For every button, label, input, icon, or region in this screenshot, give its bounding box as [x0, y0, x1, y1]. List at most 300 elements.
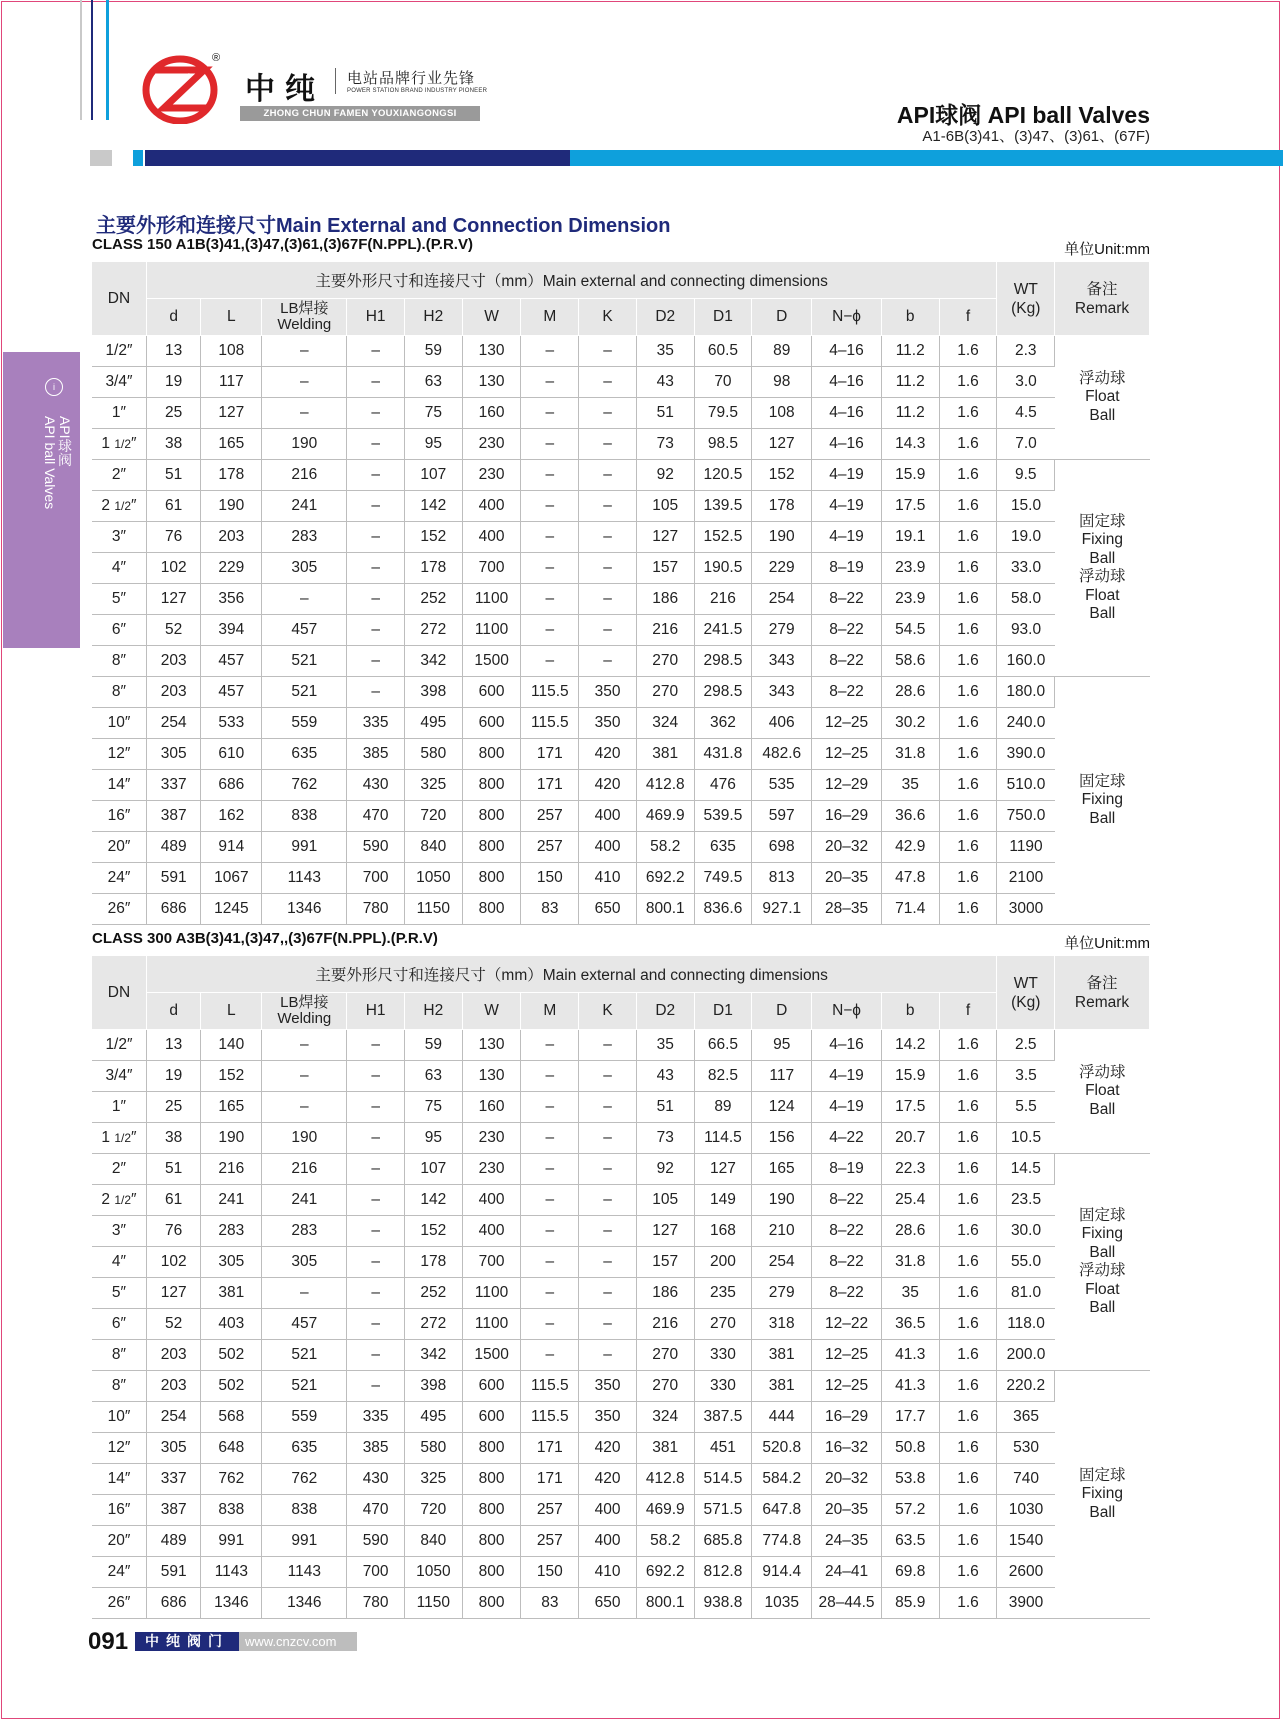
table-cell: 648	[201, 1433, 262, 1464]
table-cell: 31.8	[881, 1247, 939, 1278]
table-cell: 400	[462, 1185, 521, 1216]
cell-dn: 20″	[92, 1526, 146, 1557]
table-cell: 1150	[404, 1588, 462, 1619]
table-cell: 8–22	[812, 1185, 882, 1216]
table-row	[92, 491, 1150, 522]
header-bar-dot	[133, 150, 143, 166]
table-cell: 482.6	[752, 739, 812, 770]
table-cell: 139.5	[694, 491, 752, 522]
table-cell: 1.6	[939, 1371, 997, 1402]
table-cell: 812.8	[694, 1557, 752, 1588]
table-cell: 539.5	[694, 801, 752, 832]
table-cell: 914.4	[752, 1557, 812, 1588]
table-cell: 130	[462, 367, 521, 398]
brand-bar: ZHONG CHUN FAMEN YOUXIANGONGSI	[240, 106, 480, 121]
table-cell: 400	[579, 1495, 637, 1526]
table-cell: 610	[201, 739, 262, 770]
table-cell: 3900	[997, 1588, 1055, 1619]
table-row	[92, 1061, 1150, 1092]
table-cell: 42.9	[881, 832, 939, 863]
table-cell: 1.6	[939, 801, 997, 832]
col-header-4: H2	[404, 299, 462, 336]
table-cell: 1245	[201, 894, 262, 925]
dimension-table-class-300	[92, 956, 1150, 1619]
table-cell: 70	[694, 367, 752, 398]
cell-dn: 1 1/2″	[92, 1123, 146, 1154]
footer-url: www.cnzcv.com	[239, 1632, 357, 1651]
table-cell: 559	[262, 708, 347, 739]
table-cell: 203	[146, 1371, 200, 1402]
cell-dn: 3/4″	[92, 367, 146, 398]
table-cell: 298.5	[694, 677, 752, 708]
table-cell: –	[347, 1123, 405, 1154]
table-cell: –	[347, 1371, 405, 1402]
table-cell: –	[347, 553, 405, 584]
table-cell: 93.0	[997, 615, 1055, 646]
table-cell: 270	[636, 646, 694, 677]
cell-dn: 3/4″	[92, 1061, 146, 1092]
table-cell: 24–35	[812, 1526, 882, 1557]
table-cell: 240.0	[997, 708, 1055, 739]
table-cell: 584.2	[752, 1464, 812, 1495]
table-cell: 692.2	[636, 863, 694, 894]
table-cell: 108	[201, 336, 262, 367]
cell-dn: 8″	[92, 1371, 146, 1402]
page-subtitle: A1-6B(3)41、(3)47、(3)61、(67F)	[922, 128, 1150, 145]
table-cell: 510.0	[997, 770, 1055, 801]
table-cell: 3.5	[997, 1061, 1055, 1092]
table-cell: 590	[347, 832, 405, 863]
table-cell: 1100	[462, 1278, 521, 1309]
table-cell: 430	[347, 1464, 405, 1495]
dimension-table-class-150	[92, 262, 1150, 925]
cell-dn: 5″	[92, 1278, 146, 1309]
table-cell: 152	[201, 1061, 262, 1092]
table-cell: –	[579, 367, 637, 398]
cell-dn: 1″	[92, 398, 146, 429]
table-row	[92, 1216, 1150, 1247]
table-cell: 20–35	[812, 1495, 882, 1526]
table-cell: 991	[201, 1526, 262, 1557]
table-row	[92, 1309, 1150, 1340]
table-cell: 412.8	[636, 770, 694, 801]
section-heading: 主要外形和连接尺寸Main External and Connection Dimension	[96, 215, 671, 237]
table-row	[92, 615, 1150, 646]
col-header-2: LB焊接 Welding	[262, 993, 347, 1030]
table-cell: 283	[262, 522, 347, 553]
table-cell: 124	[752, 1092, 812, 1123]
cell-dn: 16″	[92, 801, 146, 832]
table-cell: 686	[146, 894, 200, 925]
table-cell: 216	[636, 1309, 694, 1340]
table-cell: 400	[579, 1526, 637, 1557]
table-cell: –	[579, 553, 637, 584]
table-cell: 1.6	[939, 398, 997, 429]
table-cell: –	[347, 1216, 405, 1247]
table-cell: 127	[146, 1278, 200, 1309]
table-cell: 927.1	[752, 894, 812, 925]
table-cell: 385	[347, 1433, 405, 1464]
unit-label: 单位Unit:mm	[1064, 935, 1150, 952]
table-cell: 63	[404, 367, 462, 398]
table-cell: 98.5	[694, 429, 752, 460]
table-cell: 5.5	[997, 1092, 1055, 1123]
table-cell: 800	[462, 739, 521, 770]
table-cell: 81.0	[997, 1278, 1055, 1309]
table-cell: –	[579, 646, 637, 677]
table-cell: 4–16	[812, 367, 882, 398]
table-cell: 252	[404, 1278, 462, 1309]
table-cell: 115.5	[521, 1371, 579, 1402]
table-cell: 4–16	[812, 429, 882, 460]
table-cell: 1.6	[939, 894, 997, 925]
table-cell: –	[579, 1309, 637, 1340]
table-cell: 1.6	[939, 584, 997, 615]
table-cell: 2.3	[997, 336, 1055, 367]
table-row	[92, 863, 1150, 894]
table-cell: 279	[752, 1278, 812, 1309]
table-cell: 76	[146, 522, 200, 553]
cell-dn: 6″	[92, 1309, 146, 1340]
cell-dn: 12″	[92, 739, 146, 770]
table-cell: 152	[404, 522, 462, 553]
table-cell: 635	[262, 739, 347, 770]
table-cell: 8–22	[812, 1278, 882, 1309]
table-cell: 186	[636, 1278, 694, 1309]
table-cell: –	[347, 522, 405, 553]
table-cell: 330	[694, 1371, 752, 1402]
table-cell: 750.0	[997, 801, 1055, 832]
table-row	[92, 1185, 1150, 1216]
table-cell: 398	[404, 1371, 462, 1402]
table-cell: 700	[462, 553, 521, 584]
table-cell: 127	[694, 1154, 752, 1185]
table-cell: 591	[146, 1557, 200, 1588]
table-cell: 63	[404, 1061, 462, 1092]
table-cell: 800	[462, 1557, 521, 1588]
table-cell: 12–25	[812, 1371, 882, 1402]
table-cell: 1.6	[939, 429, 997, 460]
table-cell: 203	[146, 1340, 200, 1371]
table-cell: 13	[146, 1030, 200, 1061]
table-cell: –	[347, 398, 405, 429]
table-cell: 92	[636, 460, 694, 491]
table-row	[92, 1526, 1150, 1557]
col-header-10: D	[752, 299, 812, 336]
remark-cell: 固定球 Fixing Ball	[1055, 1371, 1150, 1619]
footer-brand: 中纯阀门	[135, 1632, 239, 1651]
table-cell: 400	[579, 801, 637, 832]
table-cell: 838	[201, 1495, 262, 1526]
table-cell: –	[262, 1092, 347, 1123]
table-row	[92, 677, 1150, 708]
header-bar-blue	[570, 150, 1283, 166]
table-cell: 95	[404, 1123, 462, 1154]
table-cell: 4–16	[812, 398, 882, 429]
table-cell: 15.0	[997, 491, 1055, 522]
col-header-group: 主要外形尺寸和连接尺寸（mm）Main external and connecting dimensions	[146, 956, 996, 993]
col-header-1: L	[201, 299, 262, 336]
table-cell: 650	[579, 1588, 637, 1619]
cell-dn: 24″	[92, 1557, 146, 1588]
table-cell: 43	[636, 367, 694, 398]
table-cell: –	[347, 1061, 405, 1092]
table-cell: 31.8	[881, 739, 939, 770]
table-cell: 190.5	[694, 553, 752, 584]
table-cell: 190	[262, 1123, 347, 1154]
table-cell: 381	[752, 1371, 812, 1402]
table-cell: 168	[694, 1216, 752, 1247]
table-cell: 257	[521, 801, 579, 832]
table-cell: –	[347, 1185, 405, 1216]
table-cell: 1.6	[939, 367, 997, 398]
table-cell: 12–25	[812, 739, 882, 770]
table-cell: 305	[262, 553, 347, 584]
table-row	[92, 1433, 1150, 1464]
table-cell: 387.5	[694, 1402, 752, 1433]
table-cell: 1346	[262, 894, 347, 925]
table-row	[92, 646, 1150, 677]
table-cell: 270	[636, 677, 694, 708]
table-cell: 406	[752, 708, 812, 739]
table-cell: 600	[462, 1371, 521, 1402]
table-cell: 118.0	[997, 1309, 1055, 1340]
table-cell: 1050	[404, 1557, 462, 1588]
table-cell: 535	[752, 770, 812, 801]
table-cell: 502	[201, 1371, 262, 1402]
table-cell: 381	[636, 739, 694, 770]
table-cell: 200	[694, 1247, 752, 1278]
table-cell: –	[579, 615, 637, 646]
table-cell: 298.5	[694, 646, 752, 677]
table-cell: 75	[404, 398, 462, 429]
table-row	[92, 1371, 1150, 1402]
table-cell: 30.0	[997, 1216, 1055, 1247]
table-cell: –	[521, 1123, 579, 1154]
table-cell: 1.6	[939, 1123, 997, 1154]
cell-dn: 16″	[92, 1495, 146, 1526]
table-cell: 75	[404, 1092, 462, 1123]
table-cell: –	[579, 1247, 637, 1278]
table-cell: 130	[462, 1030, 521, 1061]
table-cell: 58.6	[881, 646, 939, 677]
table-cell: 1050	[404, 863, 462, 894]
table-cell: 387	[146, 801, 200, 832]
table-cell: 105	[636, 1185, 694, 1216]
table-cell: 1.6	[939, 1092, 997, 1123]
table-cell: 89	[694, 1092, 752, 1123]
table-cell: 127	[752, 429, 812, 460]
table-cell: 38	[146, 1123, 200, 1154]
table-cell: 457	[201, 677, 262, 708]
table-cell: –	[579, 398, 637, 429]
table-cell: 11.2	[881, 367, 939, 398]
table-cell: 23.9	[881, 584, 939, 615]
table-cell: 337	[146, 770, 200, 801]
table-row	[92, 1154, 1150, 1185]
table-cell: 180.0	[997, 677, 1055, 708]
table-cell: 4–16	[812, 336, 882, 367]
table-row	[92, 460, 1150, 491]
table-cell: 394	[201, 615, 262, 646]
table-cell: –	[262, 1278, 347, 1309]
table-cell: 20–32	[812, 1464, 882, 1495]
table-cell: 521	[262, 677, 347, 708]
table-cell: 337	[146, 1464, 200, 1495]
cell-dn: 26″	[92, 1588, 146, 1619]
table-cell: 838	[262, 1495, 347, 1526]
table-cell: 25	[146, 1092, 200, 1123]
table-cell: –	[521, 1154, 579, 1185]
table-cell: 229	[201, 553, 262, 584]
table-cell: 150	[521, 1557, 579, 1588]
col-header-group: 主要外形尺寸和连接尺寸（mm）Main external and connecting dimensions	[146, 262, 996, 299]
table-cell: –	[579, 1216, 637, 1247]
table-cell: –	[521, 460, 579, 491]
table-cell: 130	[462, 336, 521, 367]
remark-cell: 固定球 Fixing Ball 浮动球 Float Ball	[1055, 1154, 1150, 1371]
table-cell: 160.0	[997, 646, 1055, 677]
table-cell: 15.9	[881, 460, 939, 491]
table-cell: 521	[262, 646, 347, 677]
table-cell: 470	[347, 801, 405, 832]
table-cell: 254	[146, 1402, 200, 1433]
table-cell: 1100	[462, 1309, 521, 1340]
table-cell: 12–25	[812, 708, 882, 739]
table-cell: –	[521, 491, 579, 522]
table-cell: 11.2	[881, 336, 939, 367]
table-cell: 469.9	[636, 1495, 694, 1526]
table-cell: 451	[694, 1433, 752, 1464]
table-cell: 61	[146, 491, 200, 522]
table-cell: –	[521, 1309, 579, 1340]
table-cell: 142	[404, 491, 462, 522]
table-cell: 1190	[997, 832, 1055, 863]
table-cell: –	[579, 522, 637, 553]
table-cell: 1.6	[939, 460, 997, 491]
table-cell: –	[579, 1278, 637, 1309]
table-cell: 23.5	[997, 1185, 1055, 1216]
table-cell: 50.8	[881, 1433, 939, 1464]
table-cell: 156	[752, 1123, 812, 1154]
table-cell: 390.0	[997, 739, 1055, 770]
table-cell: 51	[636, 1092, 694, 1123]
table-cell: 2.5	[997, 1030, 1055, 1061]
table-cell: –	[579, 584, 637, 615]
table-cell: 14.2	[881, 1030, 939, 1061]
table-cell: 4–19	[812, 1092, 882, 1123]
class-label: CLASS 300 A3B(3)41,(3)47,,(3)67F(N.PPL).(P.R.V)	[92, 930, 438, 947]
table-cell: 142	[404, 1185, 462, 1216]
cell-dn: 20″	[92, 832, 146, 863]
table-cell: 171	[521, 1433, 579, 1464]
table-cell: 1100	[462, 584, 521, 615]
table-cell: –	[579, 1154, 637, 1185]
table-cell: 520.8	[752, 1433, 812, 1464]
table-cell: 127	[636, 522, 694, 553]
table-cell: 254	[752, 584, 812, 615]
table-cell: –	[521, 1092, 579, 1123]
table-cell: –	[579, 1092, 637, 1123]
table-cell: 30.2	[881, 708, 939, 739]
page-title: API球阀 API ball Valves	[896, 102, 1150, 128]
table-cell: 252	[404, 584, 462, 615]
table-cell: 7.0	[997, 429, 1055, 460]
table-cell: 1.6	[939, 491, 997, 522]
table-cell: –	[579, 491, 637, 522]
table-cell: 102	[146, 553, 200, 584]
table-cell: –	[347, 1154, 405, 1185]
table-cell: 1500	[462, 646, 521, 677]
table-cell: 23.9	[881, 553, 939, 584]
table-cell: 152	[404, 1216, 462, 1247]
table-cell: 1346	[262, 1588, 347, 1619]
table-cell: 410	[579, 1557, 637, 1588]
cell-dn: 14″	[92, 770, 146, 801]
table-row	[92, 832, 1150, 863]
table-cell: 8–22	[812, 584, 882, 615]
remark-cell: 浮动球 Float Ball	[1055, 336, 1150, 460]
table-cell: 107	[404, 1154, 462, 1185]
table-cell: 127	[201, 398, 262, 429]
table-row	[92, 739, 1150, 770]
table-cell: 489	[146, 832, 200, 863]
table-cell: –	[347, 491, 405, 522]
table-cell: 591	[146, 863, 200, 894]
table-cell: 73	[636, 1123, 694, 1154]
table-cell: –	[262, 398, 347, 429]
table-cell: 216	[636, 615, 694, 646]
table-row	[92, 1402, 1150, 1433]
table-cell: 165	[201, 1092, 262, 1123]
table-cell: 149	[694, 1185, 752, 1216]
cell-dn: 24″	[92, 863, 146, 894]
table-cell: 800	[462, 863, 521, 894]
table-cell: 58.2	[636, 1526, 694, 1557]
table-row	[92, 770, 1150, 801]
table-cell: 324	[636, 1402, 694, 1433]
col-header-10: D	[752, 993, 812, 1030]
table-cell: –	[579, 336, 637, 367]
col-header-8: D2	[636, 299, 694, 336]
table-cell: 24–41	[812, 1557, 882, 1588]
page-number: 091	[88, 1628, 129, 1655]
table-cell: 25	[146, 398, 200, 429]
table-cell: 1.6	[939, 1340, 997, 1371]
table-cell: 836.6	[694, 894, 752, 925]
table-cell: 749.5	[694, 863, 752, 894]
table-cell: 20.7	[881, 1123, 939, 1154]
table-cell: 190	[752, 522, 812, 553]
table-cell: –	[579, 1340, 637, 1371]
table-cell: 412.8	[636, 1464, 694, 1495]
table-cell: 178	[201, 460, 262, 491]
col-header-4: H2	[404, 993, 462, 1030]
table-cell: 41.3	[881, 1371, 939, 1402]
table-cell: 8–19	[812, 1154, 882, 1185]
table-cell: 840	[404, 832, 462, 863]
table-cell: –	[347, 646, 405, 677]
table-cell: 20–35	[812, 863, 882, 894]
remark-cell: 固定球 Fixing Ball	[1055, 677, 1150, 925]
table-cell: –	[521, 1340, 579, 1371]
table-row	[92, 1030, 1150, 1061]
col-header-9: D1	[694, 299, 752, 336]
table-row	[92, 522, 1150, 553]
table-cell: 16–29	[812, 801, 882, 832]
table-cell: 229	[752, 553, 812, 584]
table-cell: 381	[201, 1278, 262, 1309]
